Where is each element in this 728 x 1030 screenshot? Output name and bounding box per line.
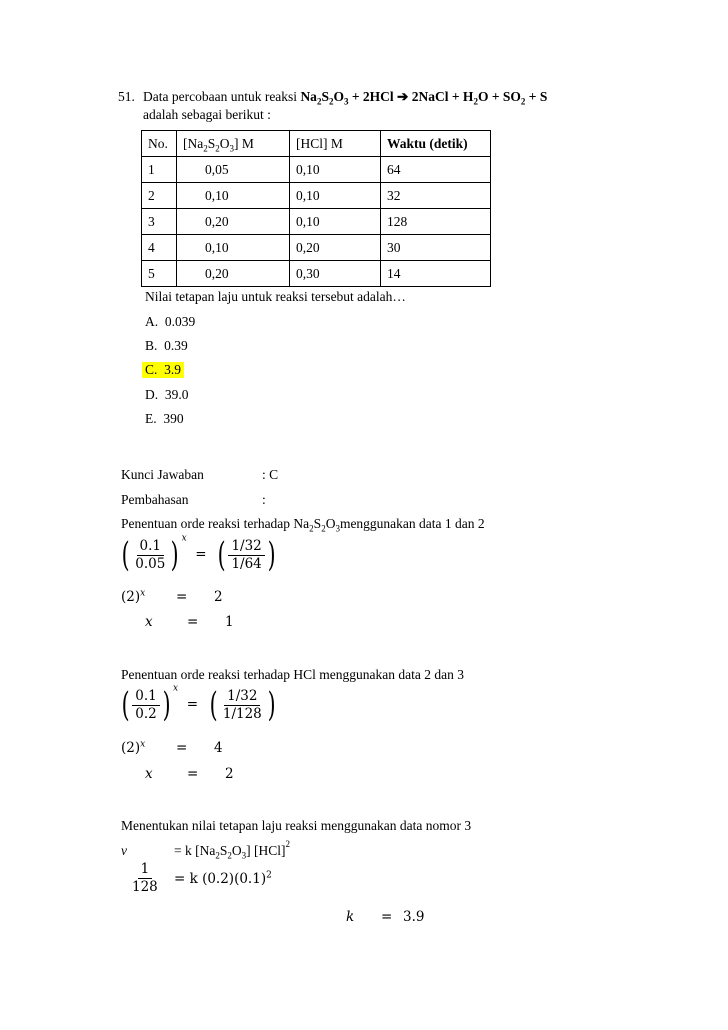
table-header: No. (142, 131, 177, 157)
section2-line3-value: 2 (225, 766, 234, 782)
option-a[interactable]: A. 0.039 (145, 314, 196, 329)
table-row: 4 0,10 0,20 30 (142, 235, 491, 261)
question-prompt: Nilai tetapan laju untuk reaksi tersebut adalah… (145, 289, 406, 304)
option-c-highlighted[interactable]: C. 3.9 (142, 362, 184, 378)
section3-fraction: $\frac{1}{128}$ (132, 861, 158, 895)
k-symbol: k (346, 909, 355, 925)
section1-line3-var: x (145, 614, 153, 630)
section2-equation: ( $\frac{0.1}{0.2}$ ) $^x$ = ( $\frac{1/32}{1/128}$ ) (121, 683, 276, 725)
option-d[interactable]: D. 39.0 (145, 387, 189, 402)
section1-equation: ( $\frac{0.1}{0.05}$ ) $^x$ = ( $\frac{1/32}{1/64}$ ) (121, 533, 276, 575)
reaction-equation: $Na_2S_2O_3 + 2HCl$ ➔ 2NaCl + $H_2O + SO_2 + S$ (300, 89, 548, 107)
question-text (143, 89, 547, 105)
section1-line3-eq: = (187, 614, 199, 630)
section1-line2: $(2)^x$ (121, 588, 146, 605)
answer-key-label: Kunci Jawaban (121, 467, 204, 482)
section2-line2-eq: = (176, 740, 188, 756)
k-value: 3.9 (403, 909, 425, 925)
answer-key-value: : C (262, 467, 279, 482)
rate-symbol: v (121, 843, 127, 858)
question-number: 51. (118, 89, 135, 104)
section2-line2: $(2)^x$ (121, 739, 146, 756)
table-header: $[Na_2S_2O_3]$ M (177, 131, 290, 157)
data-table (141, 130, 491, 287)
table-header-row (142, 131, 491, 157)
section3-title: Menentukan nilai tetapan laju reaksi menggunakan data nomor 3 (121, 818, 472, 833)
table-header: [HCl] M (290, 131, 381, 157)
option-e[interactable]: E. 390 (145, 411, 184, 426)
section1-line2-value: 2 (214, 589, 223, 605)
k-eq: = (381, 909, 393, 925)
section2-line2-value: 4 (214, 740, 223, 756)
table-row: 1 0,05 0,10 64 (142, 157, 491, 183)
question-intro: Data percobaan untuk reaksi (143, 89, 298, 104)
section2-line3-var: x (145, 766, 153, 782)
table-header: Waktu (detik) (381, 131, 491, 157)
table-row: 2 0,10 0,10 32 (142, 183, 491, 209)
section2-line3-eq: = (187, 766, 199, 782)
section1-title: Penentuan orde reaksi terhadap $Na_2S_2O_3menggunakan$ data 1 dan 2 (121, 516, 485, 534)
option-b[interactable]: B. 0.39 (145, 338, 188, 353)
discussion-colon: : (262, 492, 266, 507)
table-row: 5 0,20 0,30 14 (142, 261, 491, 287)
rate-law: = k $[Na_2S_2O_3]$ [HCl]$^2$ (174, 839, 290, 861)
discussion-label: Pembahasan (121, 492, 189, 507)
arrow-icon: ➔ (397, 89, 409, 104)
section1-line3-value: 1 (225, 614, 234, 630)
section2-title: Penentuan orde reaksi terhadap HCl menggunakan data 2 dan 3 (121, 667, 465, 682)
question-intro-2: adalah sebagai berikut : (143, 107, 271, 122)
table-row: 3 0,20 0,10 128 (142, 209, 491, 235)
section3-calc: = k $(0.2)(0.1)^2$ (174, 870, 272, 887)
section1-line2-eq: = (176, 589, 188, 605)
